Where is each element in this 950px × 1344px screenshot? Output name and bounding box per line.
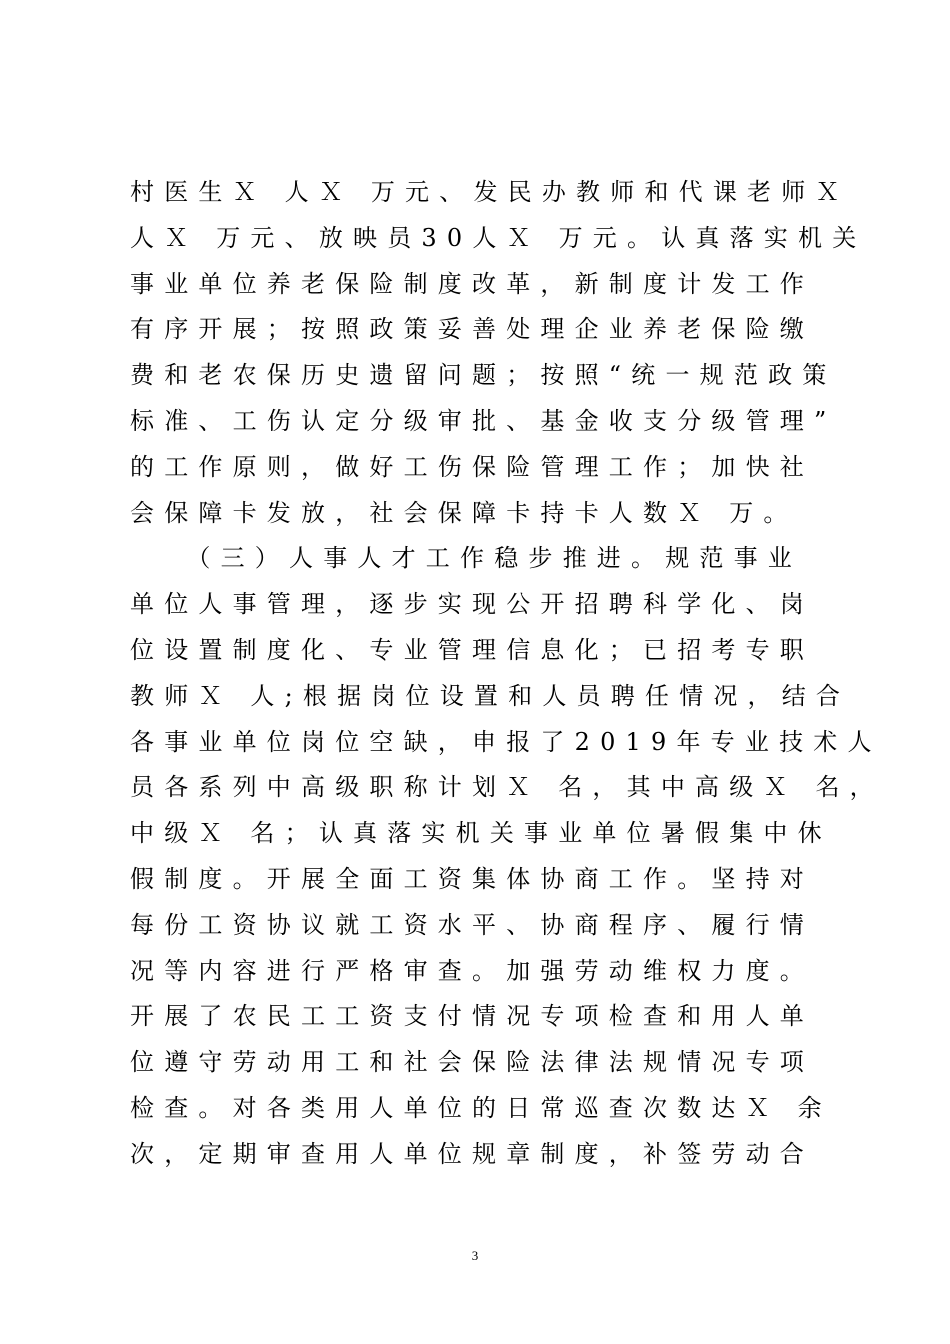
text-line: 员各系列中高级职称计划Ｘ 名，其中高级Ｘ 名， — [130, 773, 884, 802]
text-line: 每份工资协议就工资水平、协商程序、履行情 — [130, 910, 814, 939]
page-number: 3 — [471, 1248, 479, 1263]
text-line: 中级Ｘ 名；认真落实机关事业单位暑假集中休 — [130, 819, 832, 848]
body-text — [130, 170, 884, 1178]
text-line: 位设置制度化、专业管理信息化；已招考专职 — [130, 635, 814, 664]
text-line: 费和老农保历史遗留问题；按照“统一规范政策 — [130, 361, 837, 390]
text-line: 标准、工伤认定分级审批、基金收支分级管理” — [130, 406, 837, 435]
text-line: 会保障卡发放，社会保障卡持卡人数Ｘ 万。 — [130, 498, 798, 527]
text-line: 的工作原则，做好工伤保险管理工作；加快社 — [130, 452, 814, 481]
text-line: 单位人事管理，逐步实现公开招聘科学化、岗 — [130, 590, 814, 619]
text-line: 开展了农民工工资支付情况专项检查和用人单 — [130, 1002, 814, 1031]
text-line: 有序开展；按照政策妥善处理企业养老保险缴 — [130, 315, 814, 344]
text-line: 事业单位养老保险制度改革，新制度计发工作 — [130, 269, 814, 298]
text-line: 村医生Ｘ 人Ｘ 万元、发民办教师和代课老师Ｘ — [130, 178, 850, 206]
text-line: 况等内容进行严格审查。加强劳动维权力度。 — [130, 956, 814, 985]
text-line: 人Ｘ 万元、放映员30人Ｘ 万元。认真落实机关 — [130, 223, 867, 252]
text-line: 教师Ｘ 人;根据岗位设置和人员聘任情况，结合 — [130, 681, 851, 710]
text-line: 各事业单位岗位空缺，申报了2019年专业技术人 — [130, 727, 882, 756]
text-line: 假制度。开展全面工资集体协商工作。坚持对 — [130, 864, 814, 893]
text-line: 位遵守劳动用工和社会保险法律法规情况专项 — [130, 1048, 814, 1077]
text-line: 次，定期审查用人单位规章制度，补签劳动合 — [130, 1139, 814, 1168]
text-line: 检查。对各类用人单位的日常巡查次数达Ｘ 余 — [130, 1093, 832, 1122]
section-heading-line: （三）人事人才工作稳步推进。规范事业 — [130, 544, 802, 573]
